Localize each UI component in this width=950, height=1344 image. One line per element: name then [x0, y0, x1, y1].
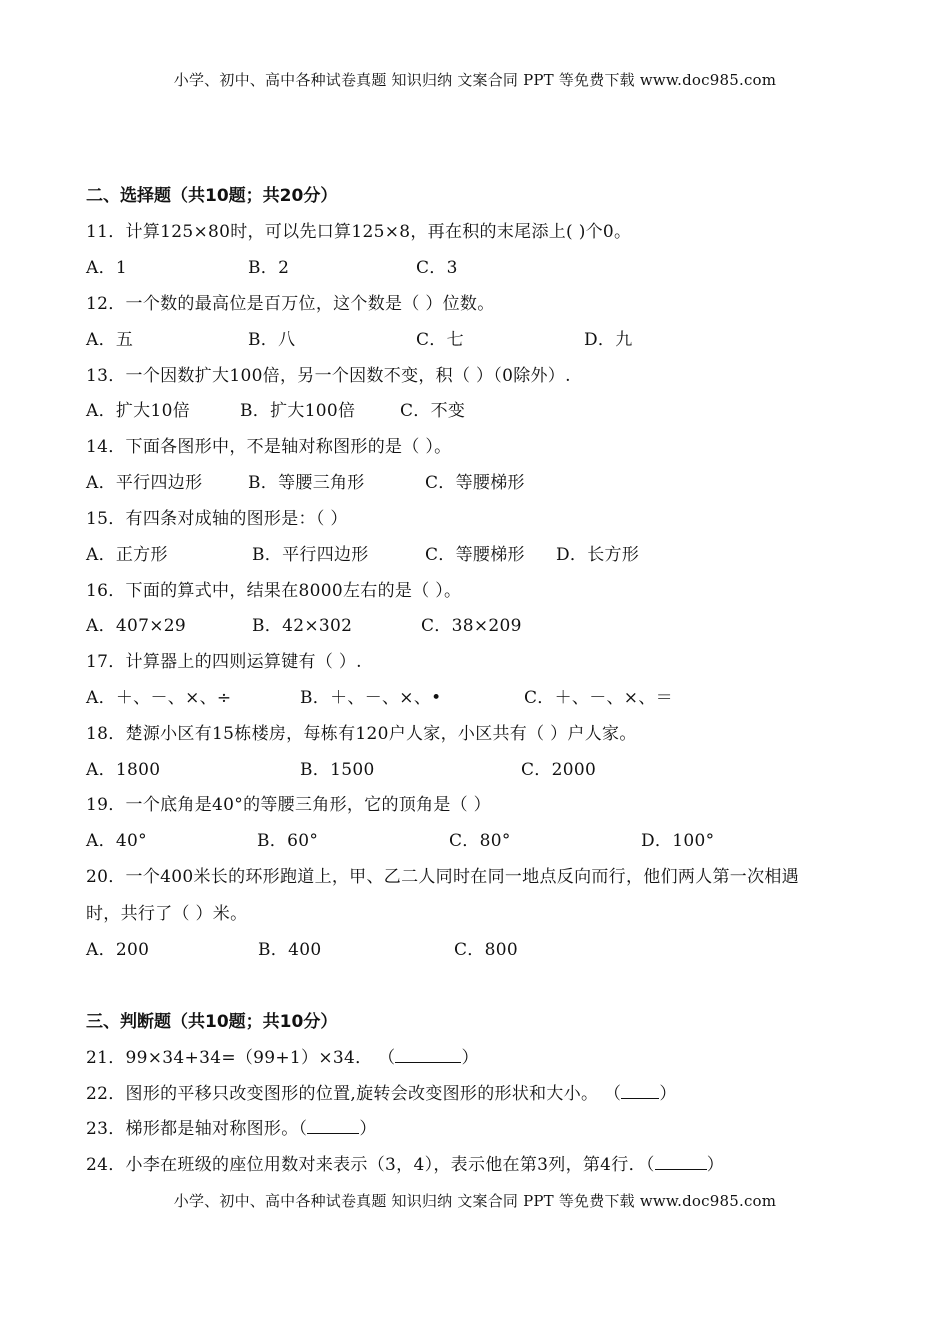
option-17-a: A．＋、－、×、÷ — [86, 688, 232, 708]
option-19-c: C．80° — [449, 831, 511, 851]
option-12-a: A．五 — [86, 330, 134, 350]
question-12: 12．一个数的最高位是百万位，这个数是（ ）位数。 — [86, 294, 495, 314]
answer-blank-24[interactable] — [655, 1155, 707, 1170]
option-19-b: B．60° — [257, 831, 319, 851]
page-header: 小学、初中、高中各种试卷真题 知识归纳 文案合同 PPT 等免费下载 www.doc985.com — [173, 71, 777, 89]
question-23-close: ） — [359, 1119, 377, 1139]
question-21-text: 21．99×34+34=（99+1）×34． （ — [86, 1048, 396, 1068]
option-16-a: A．407×29 — [86, 616, 187, 636]
question-24-text: 24．小李在班级的座位用数对来表示（3，4），表示他在第3列，第4行．（ — [86, 1155, 655, 1175]
option-13-c: C．不变 — [400, 401, 466, 421]
question-19: 19．一个底角是40°的等腰三角形，它的顶角是（ ） — [86, 795, 491, 815]
question-17: 17．计算器上的四则运算键有（ ）. — [86, 652, 362, 672]
option-17-b: B．＋、－、×、• — [300, 688, 442, 708]
option-15-b: B．平行四边形 — [252, 545, 369, 565]
question-24 — [86, 1150, 724, 1175]
option-12-b: B．八 — [248, 330, 296, 350]
question-24-close: ） — [706, 1155, 725, 1175]
option-20-c: C．800 — [454, 940, 518, 960]
option-20-b: B．400 — [258, 940, 322, 960]
option-12-d: D．九 — [584, 330, 633, 350]
question-14: 14．下面各图形中，不是轴对称图形的是（ ）。 — [86, 437, 452, 457]
option-19-a: A．40° — [86, 831, 147, 851]
question-13: 13．一个因数扩大100倍，另一个因数不变，积（ ）（0除外）. — [86, 366, 571, 386]
question-23-text: 23．梯形都是轴对称图形。（ — [86, 1119, 308, 1139]
question-20-cont: 时，共行了（ ）米。 — [86, 904, 248, 924]
option-11-a: A．1 — [86, 258, 127, 278]
option-18-c: C．2000 — [521, 760, 597, 780]
question-22-text: 22．图形的平移只改变图形的位置,旋转会改变图形的形状和大小。 （ — [86, 1084, 622, 1104]
option-11-c: C．3 — [416, 258, 458, 278]
option-13-b: B．扩大100倍 — [240, 401, 356, 421]
question-22 — [86, 1079, 677, 1104]
option-11-b: B．2 — [248, 258, 290, 278]
option-14-c: C．等腰梯形 — [425, 473, 525, 493]
question-15: 15．有四条对成轴的图形是：（ ） — [86, 509, 348, 529]
question-22-close: ） — [659, 1084, 677, 1104]
option-18-a: A．1800 — [86, 760, 161, 780]
option-13-a: A．扩大10倍 — [86, 401, 191, 421]
page-footer: 小学、初中、高中各种试卷真题 知识归纳 文案合同 PPT 等免费下载 www.doc985.com — [173, 1192, 777, 1210]
question-21 — [86, 1043, 479, 1068]
option-16-b: B．42×302 — [252, 616, 353, 636]
answer-blank-21[interactable] — [395, 1048, 461, 1063]
question-16: 16．下面的算式中，结果在8000左右的是（ ）。 — [86, 581, 462, 601]
question-18: 18．楚源小区有15栋楼房，每栋有120户人家，小区共有（ ）户人家。 — [86, 724, 637, 744]
section-2-title: 二、选择题（共10题；共20分） — [86, 186, 338, 206]
option-16-c: C．38×209 — [421, 616, 522, 636]
option-14-a: A．平行四边形 — [86, 473, 203, 493]
option-18-b: B．1500 — [300, 760, 375, 780]
answer-blank-22[interactable] — [621, 1084, 659, 1099]
option-17-c: C．＋、－、×、＝ — [524, 688, 673, 708]
answer-blank-23[interactable] — [307, 1119, 359, 1134]
option-15-a: A．正方形 — [86, 545, 168, 565]
option-19-d: D．100° — [641, 831, 715, 851]
section-3-title: 三、判断题（共10题；共10分） — [86, 1012, 338, 1032]
question-11: 11．计算125×80时，可以先口算125×8，再在积的末尾添上( )个0。 — [86, 222, 632, 242]
question-20: 20．一个400米长的环形跑道上，甲、乙二人同时在同一地点反向而行，他们两人第一次相遇 — [86, 867, 799, 887]
question-23 — [86, 1114, 377, 1139]
option-12-c: C．七 — [416, 330, 464, 350]
option-20-a: A．200 — [86, 940, 150, 960]
option-14-b: B．等腰三角形 — [248, 473, 365, 493]
question-21-close: ） — [461, 1048, 479, 1068]
option-15-c: C．等腰梯形 — [425, 545, 525, 565]
option-15-d: D．长方形 — [556, 545, 640, 565]
